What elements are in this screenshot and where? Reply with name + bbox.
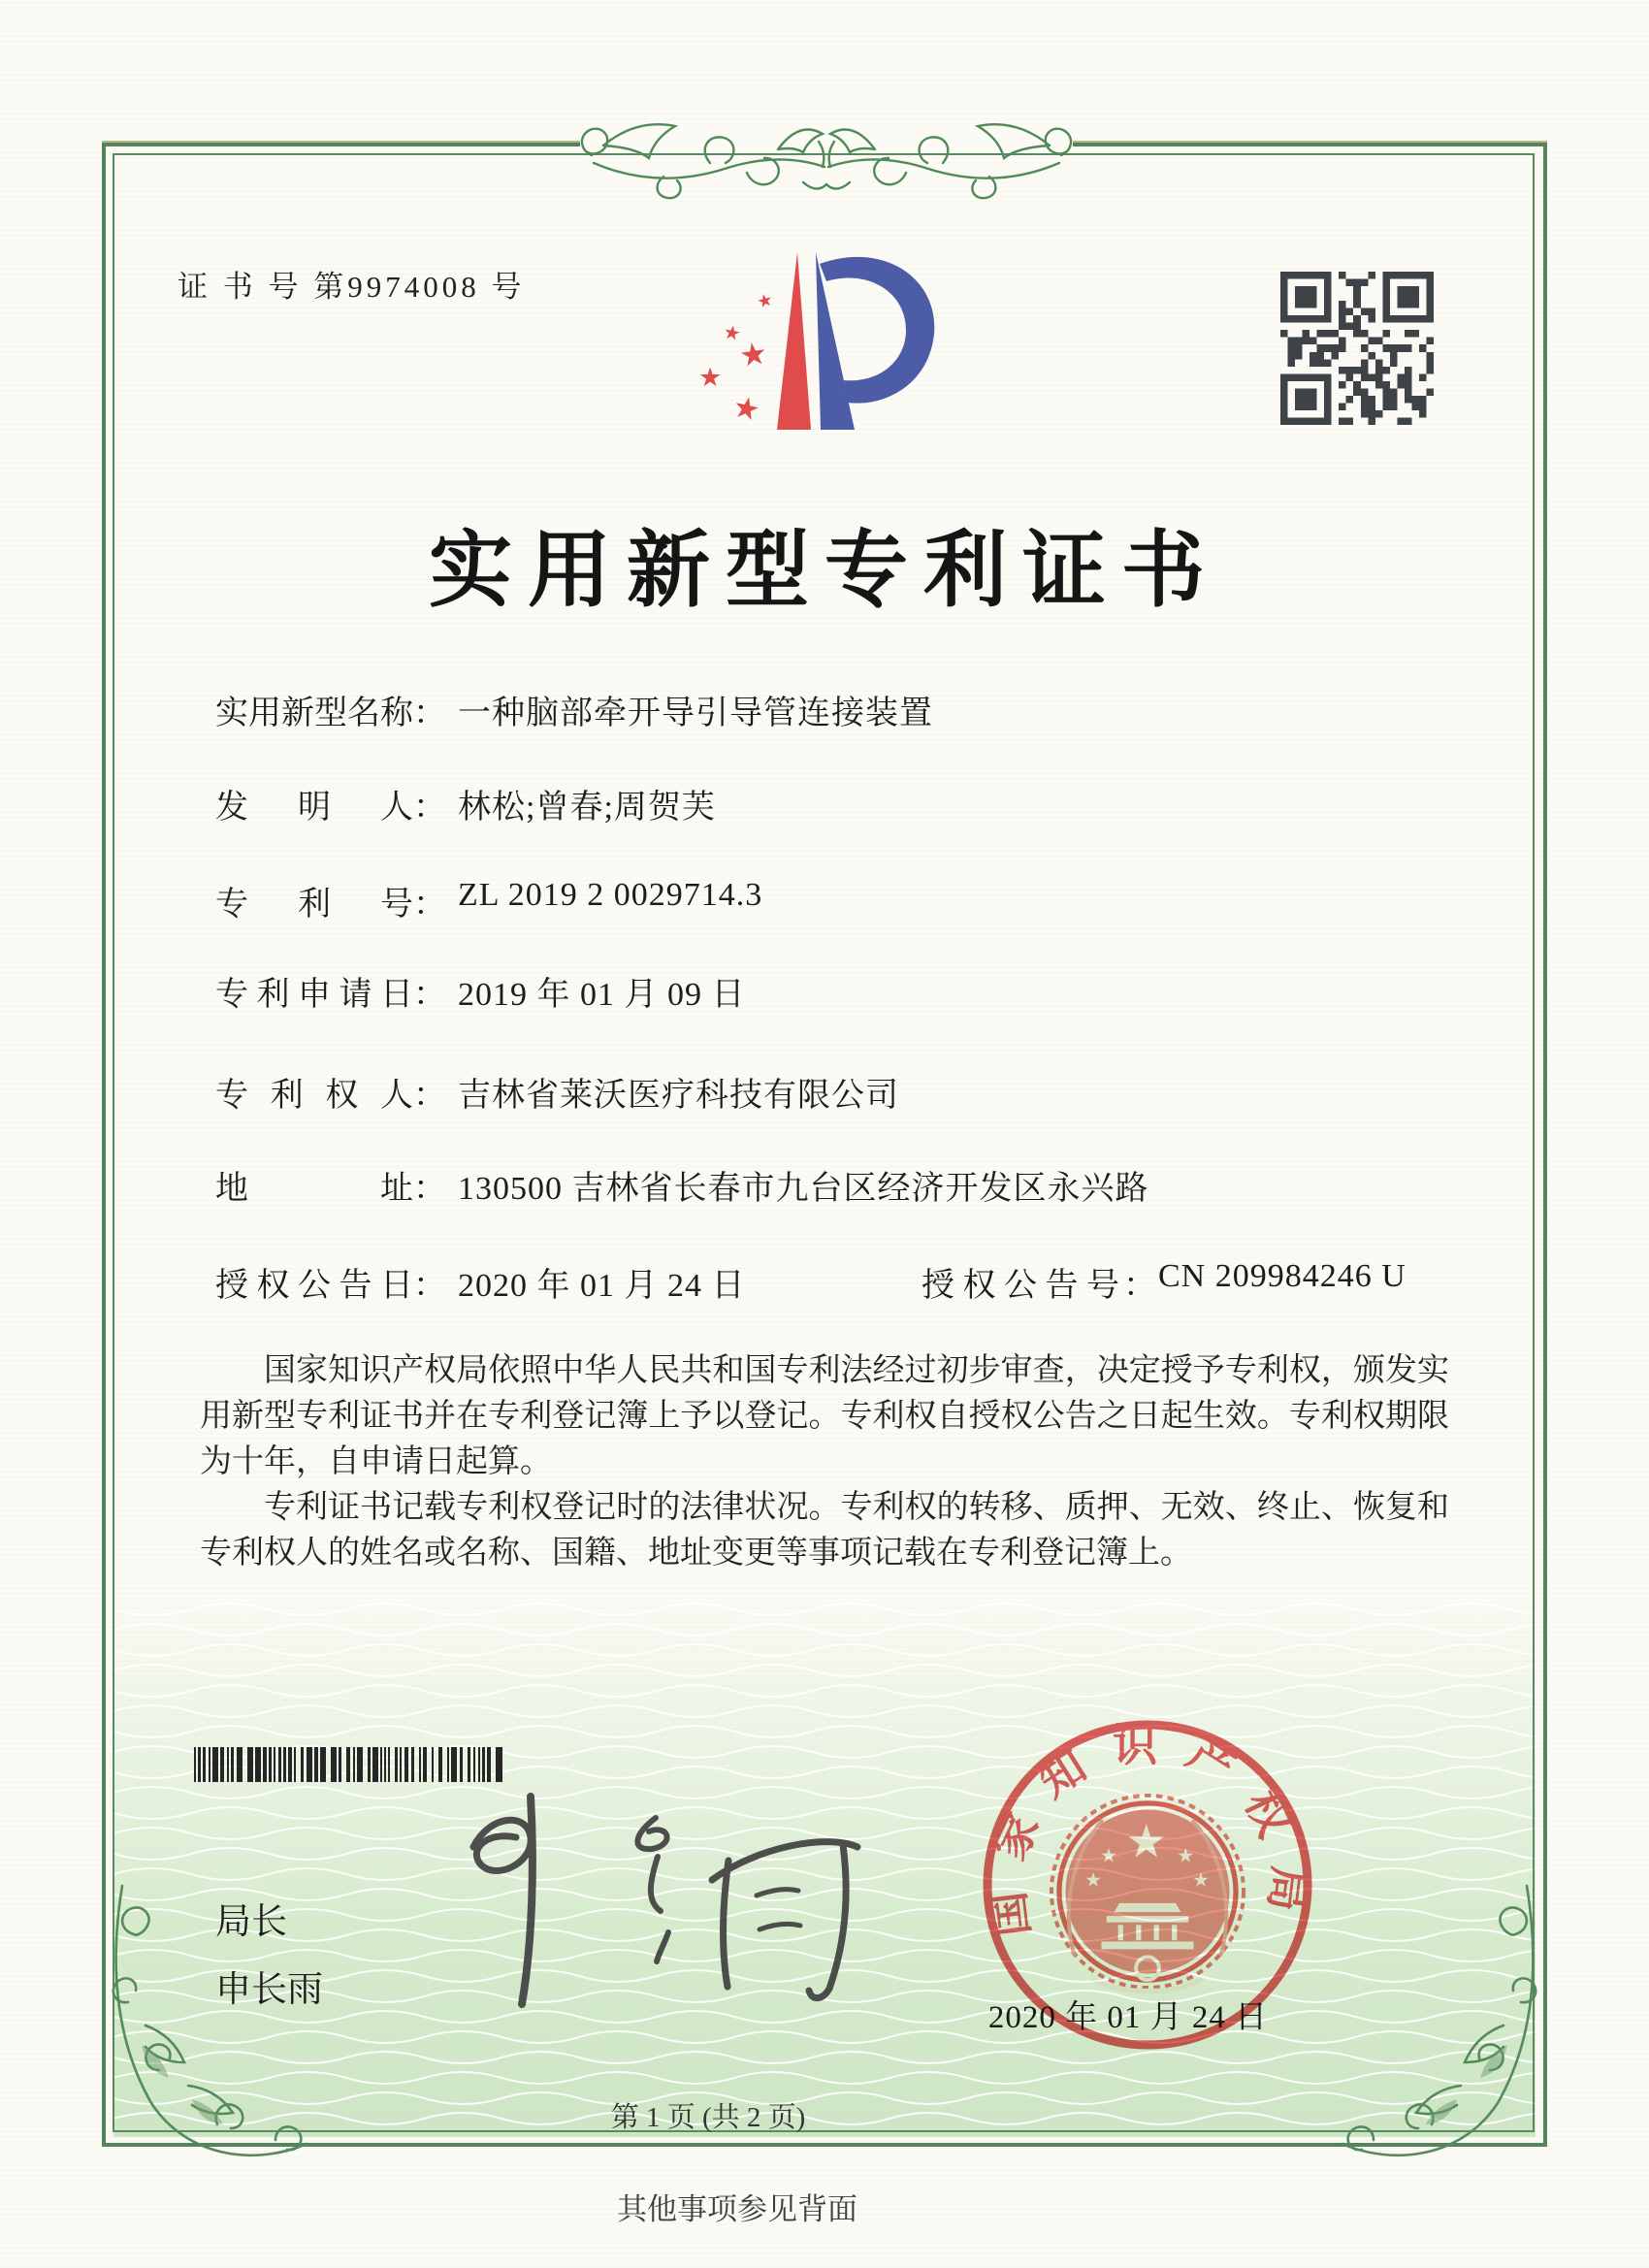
field-value: 一种脑部牵开导引导管连接装置: [458, 696, 933, 731]
svg-text:★: ★: [1192, 1868, 1210, 1892]
field-colon: ：: [413, 696, 446, 731]
legal-text: [200, 1348, 1449, 1576]
top-phoenix-ornament: [574, 95, 1079, 241]
commissioner-signature: [436, 1787, 873, 2010]
field-row-name: [215, 686, 933, 730]
barcode: [194, 1747, 502, 1782]
field-value: 2020 年 01 月 24 日: [458, 1268, 746, 1304]
logo-stars: [698, 289, 775, 429]
grant-no-label: 授权公告号: [922, 1268, 1119, 1304]
svg-text:★: ★: [729, 389, 763, 430]
field-row-address: [215, 1161, 1149, 1206]
svg-text:★: ★: [698, 363, 723, 393]
field-value: ZL 2019 2 0029714.3: [458, 877, 763, 913]
legal-paragraph-1: 国家知识产权局依照中华人民共和国专利法经过初步审查，决定授予专利权，颁发实用新型专利证书并在专利登记簿上予以登记。专利权自授权公告之日起生效。专利权期限为十年，自申请日起算。: [200, 1353, 1449, 1479]
logo-red-wedge: [777, 252, 811, 430]
field-label: 实用新型名称: [215, 696, 413, 731]
svg-text:★: ★: [1125, 1815, 1168, 1869]
field-value: 吉林省莱沃医疗科技有限公司: [458, 1078, 899, 1114]
back-side-note: 其他事项参见背面: [617, 2192, 857, 2226]
commissioner-title: 局长: [215, 1902, 287, 1942]
legal-paragraph-2: 专利证书记载专利权登记时的法律状况。专利权的转移、质押、无效、终止、恢复和专利权人的姓名或名称、国籍、地址变更等事项记载在专利登记簿上。: [200, 1490, 1449, 1571]
field-row-grant: [215, 1258, 1406, 1304]
field-row-filing-date: [215, 967, 746, 1012]
cnipa-logo: [679, 239, 951, 442]
field-colon: ：: [413, 977, 446, 1013]
certificate-number: 证 书 号 第9974008 号: [178, 270, 526, 304]
field-colon: ：: [413, 790, 446, 826]
cnipa-seal: [978, 1715, 1317, 2055]
grant-no-value: CN 209984246 U: [1158, 1258, 1406, 1294]
field-value: 130500 吉林省长春市九台区经济开发区永兴路: [458, 1171, 1149, 1207]
bottom-right-flourish: [1331, 1880, 1554, 2167]
field-colon: ：: [413, 1171, 446, 1207]
svg-text:★: ★: [1100, 1844, 1117, 1867]
certificate-title: 实用新型专利证书: [429, 524, 1220, 617]
svg-text:★: ★: [736, 334, 770, 375]
field-value: 林松;曾春;周贺芙: [458, 790, 716, 826]
field-label: 专利权人: [215, 1078, 413, 1114]
seal-date: 2020 年 01 月 24 日: [987, 2000, 1269, 2035]
field-row-patent-no: [215, 877, 762, 922]
svg-text:★: ★: [1084, 1868, 1103, 1892]
page-number: 第 1 页 (共 2 页): [610, 2102, 806, 2133]
svg-text:★: ★: [1177, 1844, 1195, 1867]
field-row-inventor: [215, 780, 716, 825]
field-row-patentee: [215, 1068, 899, 1113]
svg-text:★: ★: [721, 319, 743, 346]
field-label: 发明人: [215, 790, 413, 826]
commissioner-name: 申长雨: [215, 1970, 323, 2010]
field-label: 专利申请日: [215, 977, 413, 1013]
field-label: 地址: [215, 1171, 413, 1207]
svg-text:★: ★: [755, 289, 776, 313]
field-colon: ：: [413, 1078, 446, 1114]
qr-code: [1280, 272, 1434, 425]
seal-text: 国家知识产权局: [980, 1721, 1315, 1940]
field-colon: ：: [413, 887, 446, 923]
field-colon: ：: [413, 1268, 446, 1304]
national-emblem-icon: [1051, 1796, 1244, 1992]
field-label: 授权公告日: [215, 1268, 413, 1304]
field-value: 2019 年 01 月 09 日: [458, 977, 746, 1013]
field-label: 专利号: [215, 887, 413, 923]
field-colon: ：: [1123, 1268, 1156, 1304]
